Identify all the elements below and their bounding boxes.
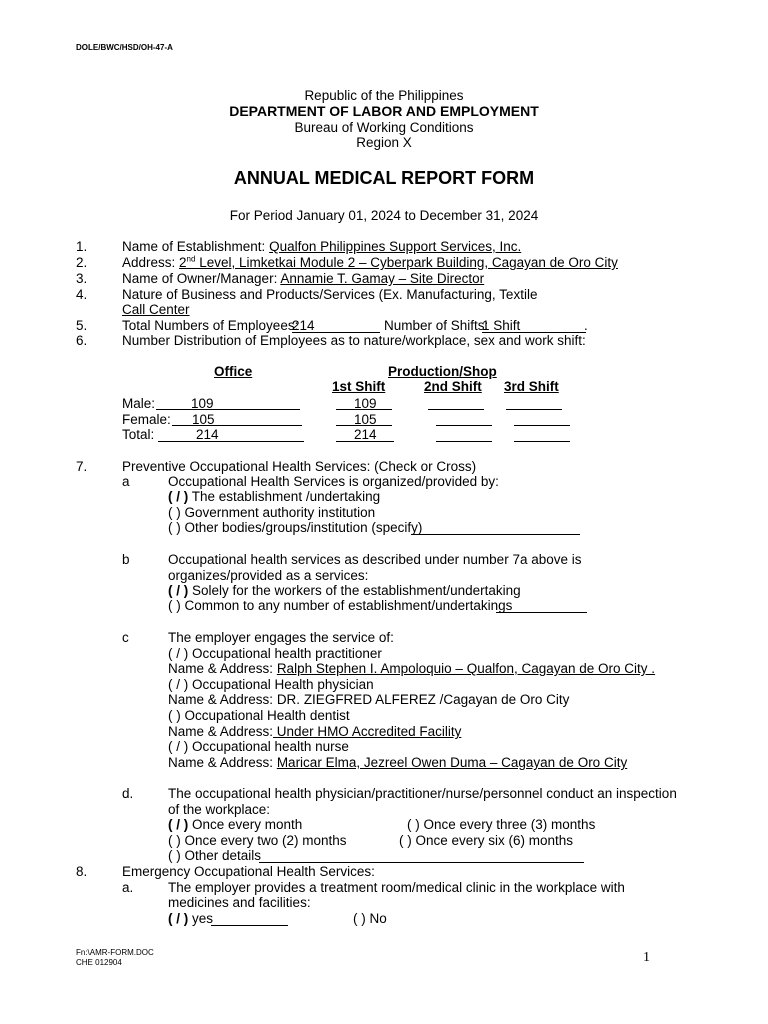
checkbox-option-checked[interactable]: ( / ) Occupational health nurse [168, 739, 349, 754]
subitem-letter: b [122, 552, 130, 567]
page-number: 1 [643, 950, 650, 965]
blank-line[interactable] [259, 862, 584, 863]
second-shift-header: 2nd Shift [424, 379, 482, 394]
trailing-dot: . [584, 318, 588, 333]
checkbox-option[interactable]: ( ) Other bodies/groups/institution (specify) [168, 520, 423, 535]
option-label: The establishment /undertaking [188, 489, 381, 504]
checkbox-option-checked[interactable]: ( / ) Occupational Health physician [168, 677, 374, 692]
republic-line: Republic of the Philippines [304, 88, 464, 103]
checkbox-option-checked[interactable]: ( / ) Occupational health practitioner [168, 646, 382, 661]
checkbox-option-checked[interactable] [168, 583, 521, 599]
checkbox-option[interactable]: ( ) Once every two (2) months [168, 833, 347, 848]
field-label: Name of Owner/Manager: [122, 271, 281, 286]
ordinal-suffix: nd [186, 254, 196, 264]
footer-code: CHE 012904 [76, 958, 122, 967]
item-number: 5. [76, 318, 88, 333]
underline [506, 409, 562, 410]
employees-count-label: Total Numbers of Employees: [122, 318, 299, 333]
subitem-letter: d. [122, 786, 134, 801]
check-mark: ( / ) [168, 583, 189, 598]
field-value: DR. ZIEGFRED ALFEREZ /Cagayan de Oro City [276, 692, 570, 707]
field-value: Qualfon Philippines Support Services, Inc. [269, 239, 522, 254]
section8a-text-cont: medicines and facilities: [168, 895, 311, 910]
nurse-name-address [168, 755, 627, 771]
underline [428, 409, 484, 410]
option-label: Solely for the workers of the establishment/undertaking [188, 583, 521, 598]
office-header: Office [214, 364, 253, 379]
checkbox-option[interactable]: ( ) Other details [168, 848, 262, 863]
shifts-label: Number of Shifts: [384, 318, 489, 333]
section7b-text: Occupational health services as described under number 7a above is [168, 552, 582, 567]
section7d-text: The occupational health physician/practitioner/nurse/personnel conduct an inspection [168, 786, 677, 801]
section7-title: Preventive Occupational Health Services: (Check or Cross) [122, 459, 477, 474]
checkbox-option[interactable]: ( ) Once every three (3) months [407, 817, 596, 832]
nature-of-business-value: Call Center [122, 302, 190, 317]
nature-of-business-label: Nature of Business and Products/Services (Ex. Manufacturing, Textile [122, 287, 538, 302]
establishment-name-field [122, 239, 521, 255]
shifts-value: 1 Shift [482, 318, 521, 333]
footer-filename: Fn:\AMR-FORM.DOC [76, 948, 154, 957]
male-label: Male: [122, 396, 156, 411]
owner-manager-field [122, 271, 484, 287]
section8-title: Emergency Occupational Health Services: [122, 864, 375, 879]
field-value: Ralph Stephen I. Ampoloquio – Qualfon, Cagayan de Oro City . [276, 661, 656, 676]
underline [436, 441, 492, 442]
field-value: Annamie T. Gamay – Site Director [280, 271, 485, 286]
section7d-text-cont: of the workplace: [168, 802, 271, 817]
field-value: Maricar Elma, Jezreel Owen Duma – Cagayan de Oro City [276, 755, 628, 770]
female-office-value: 105 [192, 412, 215, 427]
item-number: 1. [76, 239, 88, 254]
item-number: 4. [76, 287, 88, 302]
total-office-value: 214 [196, 427, 219, 442]
physician-name-address [168, 692, 569, 708]
female-shift1-value: 105 [354, 412, 377, 427]
subitem-letter: a [122, 474, 130, 489]
region-name: Region X [356, 135, 412, 150]
field-label: Name & Address: [168, 661, 277, 676]
field-value: Under HMO Accredited Facility [273, 724, 462, 739]
section7b-text-cont: organizes/provided as a services: [168, 568, 369, 583]
underline [514, 425, 570, 426]
underline [514, 441, 570, 442]
male-shift1-value: 109 [354, 396, 377, 411]
option-label: Once every month [188, 817, 303, 832]
check-mark: ( / ) [168, 817, 189, 832]
checkbox-option-checked[interactable] [168, 489, 380, 505]
check-mark: ( / ) [168, 489, 189, 504]
address-level: 2 [179, 255, 187, 270]
checkbox-option-checked[interactable] [168, 817, 302, 833]
employees-count-value: 214 [292, 318, 315, 333]
underline [172, 425, 302, 426]
third-shift-header: 3rd Shift [504, 379, 559, 394]
checkbox-option[interactable]: ( ) Once every six (6) months [399, 833, 574, 848]
blank-line[interactable] [211, 925, 288, 926]
underline [156, 409, 300, 410]
field-label: Name of Establishment: [122, 239, 270, 254]
female-label: Female: [122, 412, 171, 427]
underline [436, 425, 492, 426]
blank-line[interactable] [411, 534, 580, 535]
check-mark: ( / ) [168, 911, 189, 926]
field-label: Name & Address: [168, 692, 277, 707]
total-shift1-value: 214 [354, 427, 377, 442]
underline [158, 441, 304, 442]
section8a-text: The employer provides a treatment room/medical clinic in the workplace with [168, 880, 625, 895]
item-number: 2. [76, 255, 88, 270]
address-rest: Level, Limketkai Module 2 – Cyberpark Building, Cagayan de Oro City [195, 255, 618, 270]
male-office-value: 109 [191, 396, 214, 411]
field-label: Address: [122, 255, 180, 270]
item-number: 3. [76, 271, 88, 286]
underline [336, 425, 392, 426]
field-label: Name & Address: [168, 724, 274, 739]
practitioner-name-address [168, 661, 655, 677]
dentist-name-address [168, 724, 461, 740]
page-title: ANNUAL MEDICAL REPORT FORM [233, 168, 535, 188]
production-header: Production/Shop [388, 364, 497, 379]
department-name: DEPARTMENT OF LABOR AND EMPLOYMENT [229, 103, 539, 119]
item-number: 7. [76, 459, 88, 474]
no-option[interactable]: ( ) No [353, 911, 387, 926]
section7a-text: Occupational Health Services is organized/provided by: [168, 474, 499, 489]
yes-option-checked[interactable] [168, 911, 213, 927]
checkbox-option[interactable]: ( ) Government authority institution [168, 505, 376, 520]
underline [336, 409, 392, 410]
subitem-letter: a. [122, 880, 134, 895]
option-label: yes [188, 911, 214, 926]
field-label: Name & Address: [168, 755, 277, 770]
address-field [122, 255, 618, 271]
distribution-label: Number Distribution of Employees as to nature/workplace, sex and work shift: [122, 333, 586, 348]
item-number: 6. [76, 333, 88, 348]
blank-line[interactable] [496, 612, 587, 613]
form-code: DOLE/BWC/HSD/OH-47-A [76, 43, 173, 52]
field-value [179, 255, 618, 270]
report-period: For Period January 01, 2024 to December 31, 2024 [229, 208, 539, 223]
checkbox-option[interactable]: ( ) Occupational Health dentist [168, 708, 350, 723]
subitem-letter: c [122, 630, 129, 645]
section7c-text: The employer engages the service of: [168, 630, 394, 645]
underline [336, 441, 394, 442]
item-number: 8. [76, 864, 88, 879]
checkbox-option[interactable]: ( ) Common to any number of establishment/undertakings [168, 598, 513, 613]
total-label: Total: [122, 427, 155, 442]
first-shift-header: 1st Shift [332, 379, 386, 394]
bureau-name: Bureau of Working Conditions [294, 120, 474, 135]
